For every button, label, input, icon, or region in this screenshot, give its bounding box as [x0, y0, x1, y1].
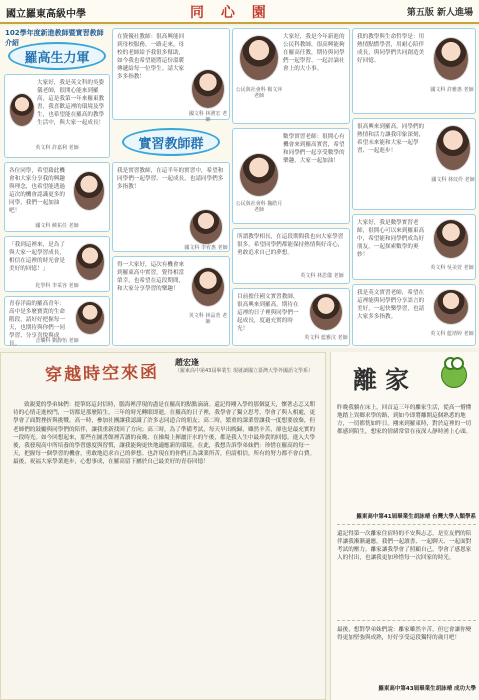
teacher-text: 在資優社教師：很高興能回到母校服務，一路走來，母校的老師給予我很多幫助，如今我也希望能將這份溫暖傳遞給每一位學生。請大家多多指教！	[117, 34, 185, 80]
leaving-home-column	[330, 352, 479, 700]
teacher-caption: 公民與社會科 魏皓月 老師	[235, 201, 283, 213]
teacher-caption: 公民與社會科 楊文萍 老師	[235, 87, 283, 99]
teacher-photo	[75, 301, 105, 335]
teacher-text: 得一大家好，這次有機會來到羅東高中實習，覺得相當榮幸，也希望在這段期間，和大家分享學習的樂趣！	[117, 262, 185, 292]
teacher-caption: 英文科 林品萱 老師	[188, 313, 228, 325]
column-title: 離家	[353, 365, 417, 394]
teacher-photo	[189, 209, 223, 245]
teacher-photo	[239, 35, 279, 81]
teacher-text: 很高興來到羅高，同學們的熱情和活力讓我印象深刻，希望未來能和大家一起學習、一起進步！	[357, 124, 425, 154]
school-name: 國立羅東高級中學	[6, 9, 86, 20]
teacher-card	[4, 236, 110, 292]
teacher-photo	[73, 171, 105, 211]
teacher-card	[352, 118, 476, 210]
teacher-caption: 英文科 林思儀 老師	[300, 273, 344, 279]
teacher-card	[352, 28, 476, 114]
article-title: 穿越時空來函	[44, 362, 160, 386]
teacher-card	[4, 74, 110, 158]
teacher-caption: 英文科 許嘉利 老師	[35, 145, 79, 151]
masthead-title: 同 心 園	[190, 5, 272, 21]
article-author-note: （羅東高中第43屆畢業生 現就讀國立臺灣大學外國語文學系）	[175, 368, 313, 374]
teacher-text: 我是實習教師，在這半年的實習中，希望和同學們一起學習、一起成長，也請同學們多多指教！	[117, 168, 224, 190]
teacher-caption: 國文科 饒祐任 老師	[35, 223, 79, 229]
teacher-intro-section	[0, 26, 479, 348]
teacher-photo	[433, 219, 469, 259]
teacher-caption: 國文科 林玟伶 老師	[431, 177, 475, 183]
teacher-card	[112, 162, 230, 252]
teacher-text: 各位同學，希望藉此機會和大家分享我的興趣與理念，也希望能透過這次的機會認識更多的同學，我們一起加油吧！	[9, 168, 65, 214]
teacher-card	[232, 288, 350, 346]
column-4	[352, 26, 476, 348]
teacher-card	[112, 256, 230, 346]
alumni-letter-article	[0, 352, 326, 700]
teacher-card	[352, 284, 476, 346]
teacher-text: 青春洋溢的羅高青年：高中是多麼寶貴的生命階段，請好好把握每一天，也期待與你們一同學習、分享喜悅與成長。	[9, 301, 65, 347]
teacher-text: 大家好，我是今年新進的公民科教師，很高興能夠在羅高任教，期待與同學們一起學習、一起討論社會上的大小事。	[283, 34, 345, 72]
teacher-text: 我是英文實習老師，希望在這裡能與同學們分享語言的美好，一起快樂學習，也請大家多多指教。	[357, 290, 425, 320]
teacher-text: 目前擔任國文實習教師，很高興來到羅高，期待在這裡的日子裡與同學們一起成長，度過充實的時光！	[237, 294, 299, 332]
teacher-photo	[239, 153, 279, 197]
teacher-card	[232, 28, 350, 124]
teacher-photo	[433, 289, 469, 325]
teacher-caption: 英文科 藍雅汶 老師	[304, 335, 348, 341]
teacher-photo	[435, 125, 471, 171]
page-header	[0, 0, 479, 24]
teacher-card	[112, 28, 230, 123]
column-2	[112, 26, 230, 348]
teacher-photo	[75, 243, 105, 281]
teacher-card	[4, 296, 110, 346]
intern-teachers-title: 實習教師群	[122, 128, 220, 156]
teacher-card	[232, 128, 350, 224]
teacher-caption: 英文科 吳美萱 老師	[430, 265, 474, 271]
article-author: 趙宏逢	[175, 358, 199, 367]
divider	[337, 620, 476, 621]
column-paragraph: 還記得第一次離家住宿時的不安與忐忑，是室友們的陪伴讓我漸漸適應，我們一起讀書、一起聊天、一起面對考試的壓力。離家讓我學會了照顧自己，學會了感恩家人的付出，也讓我更加珍惜每一次回家的時光。	[337, 531, 472, 561]
teacher-photo	[309, 293, 343, 331]
teacher-caption: 國文科 許雅惠 老師	[430, 87, 474, 93]
teacher-photo	[191, 267, 225, 307]
divider	[337, 524, 476, 525]
teacher-text: 大家好，我是數學實習老師，很開心可以來到羅東高中，希望能和同學們成為好朋友，一起探索數學的奧妙！	[357, 220, 425, 258]
teacher-caption: 國文科 李宥惠 老師	[184, 245, 228, 251]
section-heading: 102學年度新進教師暨實習教師介紹	[5, 29, 104, 47]
teacher-text: 大家好，我是英文科的吳姿儀老師，很開心能來到羅高，這是我第一年來羅東教書，我喜歡這裡的環境及學生，也希望能在羅高的教學生活中，與大家一起成長！	[37, 80, 105, 126]
teacher-photo	[433, 37, 469, 81]
column-signature: 羅東高中第41屆畢業生胡詠晴 台灣大學人類學系	[356, 514, 476, 520]
teacher-caption: 國文科 林濱宏 老師	[188, 111, 228, 123]
issue-label: 第五版 新人進場	[406, 8, 473, 18]
column-1	[4, 26, 110, 348]
new-teachers-title: 羅高生力軍	[8, 42, 106, 70]
teacher-caption: 音樂科 劉靜怡 老師	[35, 338, 79, 344]
teacher-caption: 英文科 藍靖婷 老師	[430, 331, 474, 337]
teacher-caption: 化學科 李采容 老師	[35, 283, 79, 289]
column-paragraph: 最後，想對學弟妹們說：離家雖然辛苦，但它會讓你變得更加堅強與成熟，好好享受這段獨特的歲月吧！	[337, 627, 472, 641]
teacher-photo	[9, 93, 35, 127]
teacher-text: 「我到這裡來，是為了與大家一起學習成長，相信在這裡的時光會是美好的回憶！」	[9, 242, 65, 272]
teacher-text: 所謂教學相長，在這段期間我也向大家學習很多，希望同學們都能保持熱情與好奇心，勇敢追求自己的夢想。	[237, 234, 344, 256]
column-signature: 羅東高中第43屆畢業生胡詠晴 成功大學	[378, 686, 476, 692]
teacher-card	[4, 162, 110, 232]
bottom-section	[0, 352, 479, 700]
teacher-card	[352, 214, 476, 280]
column-3	[232, 26, 350, 348]
teacher-text: 我的教學與生命哲學是：用熱情點燃學習，用耐心陪伴成長，與同學們共同創造美好回憶。	[357, 34, 425, 64]
article-body: 致親愛的學弟妹們：提筆寫這封信時，腦海裡浮現的盡是在羅高的點點滴滴。還記得剛入學的那個夏天，懷著忐忑又期待的心情走進校門，一切都是那麼陌生。三年的時光轉眼即逝，在羅高的日子裡，我學會了獨立思考，學會了與人相處，更學會了面對挫折與挑戰。高一時，參加社團讓我認識了許多志同道合的朋友；高二時，繁重的課業曾讓我一度想要放棄，但老師們的鼓勵與同學們的陪伴，讓我重新找回了方向；高三時，為了準備考試，每天早出晚歸，雖然辛苦，卻也是最充實的一段時光。如今回想起來，那些在圖書館裡苦讀的夜晚、在操場上揮灑汗水的午後，都是我人生中最珍貴的回憶。進入大學後，我發現高中所培養的學習態度與習慣，讓我能夠更快地適應新的環境。在此，我想告訴學弟妹們：珍惜在羅高的每一天，把握每一個學習的機會，勇敢地追求自己的夢想。也許現在的你們正為課業所苦，但請相信，所有的努力都不會白費。最後，祝福大家學業進步，心想事成，在羅高留下屬於自己最美好的青春回憶！	[13, 402, 316, 466]
teacher-card	[232, 228, 350, 284]
teacher-text: 數學實習老師：很開心有機會來到羅高實習，希望和同學們一起享受數學的樂趣，大家一起加油！	[283, 134, 345, 164]
frog-icon	[441, 362, 467, 388]
teacher-photo	[191, 69, 225, 109]
column-paragraph: 昨晚我躺在床上，回首這三年的離家生活，從高一懵懂地踏上異鄉求學的路，到如今即將離開這個熟悉的地方，一切都恍如昨日。剛來到羅東時，對於這裡的一切都感到陌生，想家的情緒常常在夜深人靜時湧上心頭。	[337, 405, 472, 435]
